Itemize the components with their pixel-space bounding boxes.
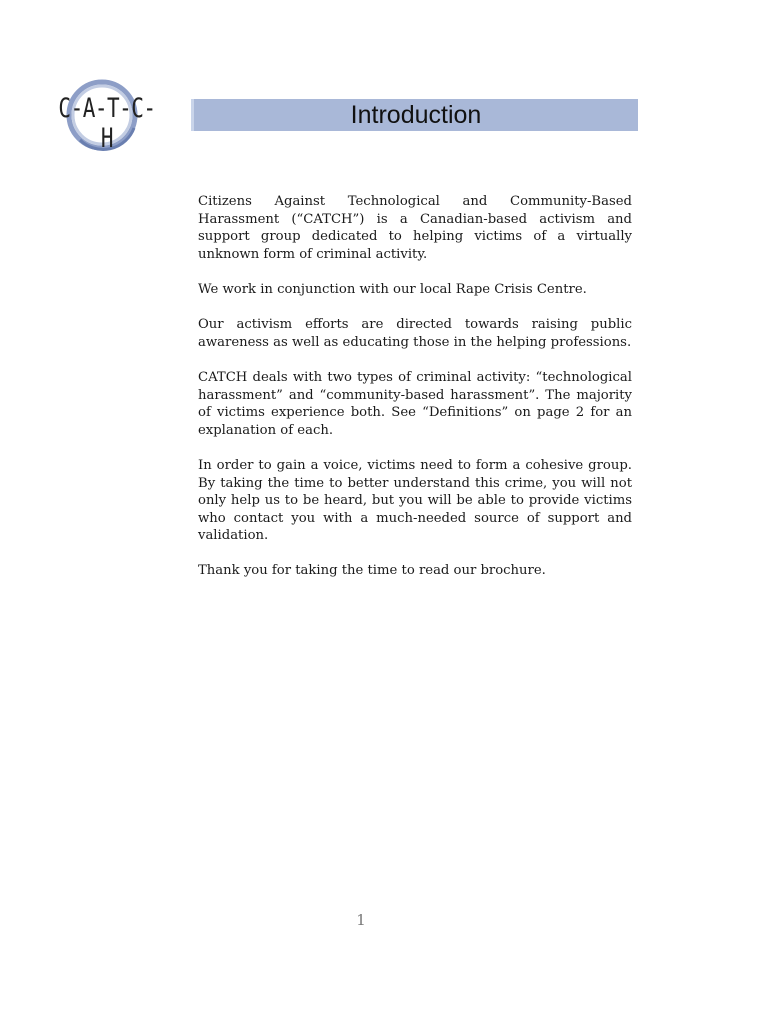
paragraph-partnership: We work in conjunction with our local Rape Crisis Centre. [198, 281, 587, 297]
logo-text: C-A-T-C-H [58, 93, 156, 153]
paragraph-activity-types: CATCH deals with two types of criminal activity: “technological harassment” and “community-based harassment”. The majority of victims experience both. See “Definitions” on page 2 for an explanation of each. [198, 369, 632, 438]
section-title-bar [191, 99, 638, 131]
intro-body [198, 193, 632, 598]
paragraph-activism: Our activism efforts are directed towards raising public awareness as well as educating those in the helping professions. [198, 317, 632, 350]
page-number: 1 [356, 911, 366, 929]
paragraph-call-to-action: In order to gain a voice, victims need to form a cohesive group. By taking the time to better understand this crime, you will not only help us to be heard, but you will be able to provide victims who contact you with a much-needed source of support and validation. [198, 457, 632, 544]
page-title: Introduction [350, 101, 482, 129]
paragraph-about: Citizens Against Technological and Community-Based Harassment (“CATCH”) is a Canadian-based activism and support group dedicated to helping victims of a virtually unknown form of criminal activity. [198, 194, 632, 262]
catch-logo [52, 78, 162, 154]
paragraph-thanks: Thank you for taking the time to read our brochure. [198, 563, 546, 579]
